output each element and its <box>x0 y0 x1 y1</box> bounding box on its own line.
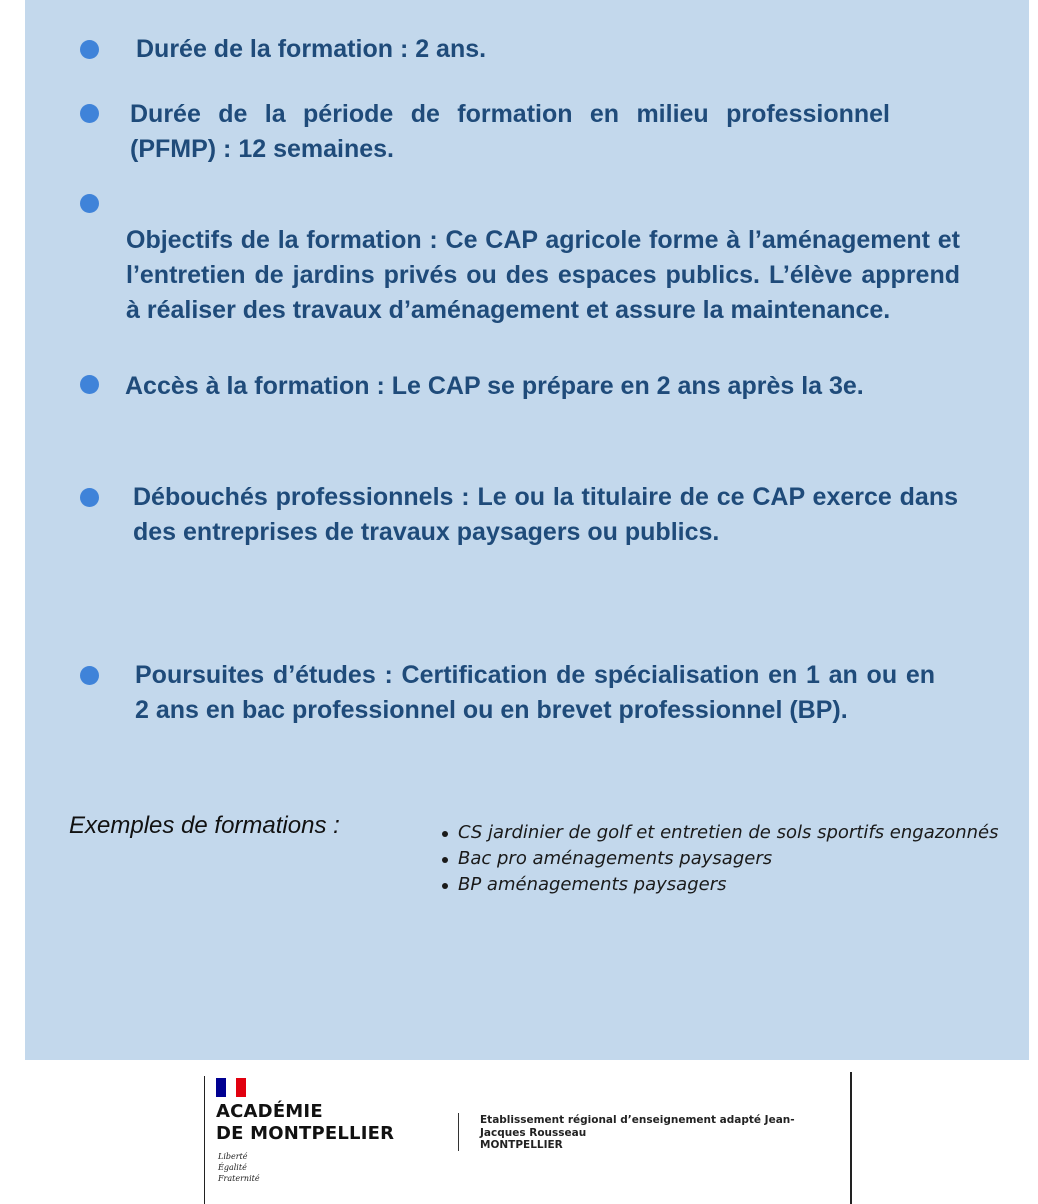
marianne-flag-icon <box>216 1078 246 1097</box>
list-item: BP aménagements paysagers <box>440 872 1020 898</box>
bullet-icon <box>80 375 99 394</box>
bullet-icon <box>80 666 99 685</box>
footer <box>0 1060 1038 1204</box>
info-panel <box>25 0 1029 1060</box>
bullet-icon <box>80 488 99 507</box>
list-item: CS jardinier de golf et entretien de sols sportifs engazonnés <box>440 820 1020 846</box>
examples-label: Exemples de formations : <box>69 812 340 839</box>
list-item: Bac pro aménagements paysagers <box>440 846 1020 872</box>
item-text: Débouchés professionnels : Le ou la titulaire de ce CAP exerce dans des entreprises de travaux paysagers ou publics. <box>133 483 958 546</box>
motto-liberte: Liberté <box>218 1152 248 1161</box>
examples-list <box>440 820 1020 898</box>
item-text: Durée de la formation : 2 ans. <box>136 35 487 63</box>
bullet-icon <box>80 40 99 59</box>
establishment-city: MONTPELLIER <box>480 1139 563 1151</box>
item-text: Accès à la formation : Le CAP se prépare en 2 ans après la 3e. <box>125 372 864 400</box>
establishment-name: Etablissement régional d’enseignement adapté Jean-Jacques Rousseau <box>480 1114 795 1139</box>
item-text: Durée de la période de formation en milieu professionnel (PFMP) : 12 semaines. <box>130 100 890 163</box>
motto <box>218 1151 260 1184</box>
logo-subtitle: DE MONTPELLIER <box>216 1123 395 1144</box>
motto-egalite: Égalité <box>218 1163 247 1172</box>
bullet-icon <box>80 104 99 123</box>
item-text: Objectifs de la formation : Ce CAP agricole forme à l’aménagement et l’entretien de jardins privés ou des espaces publics. L’élève apprend à réaliser des travaux d’aménagement et assure la maintenance. <box>126 226 960 324</box>
motto-fraternite: Fraternité <box>218 1174 260 1183</box>
logo-title: ACADÉMIE <box>216 1101 323 1122</box>
divider <box>204 1076 205 1204</box>
logo-separator <box>458 1113 459 1151</box>
bullet-icon <box>80 194 99 213</box>
item-text: Poursuites d’études : Certification de spécialisation en 1 an ou en 2 ans en bac professionnel ou en brevet professionnel (BP). <box>135 661 935 724</box>
divider <box>850 1072 852 1204</box>
